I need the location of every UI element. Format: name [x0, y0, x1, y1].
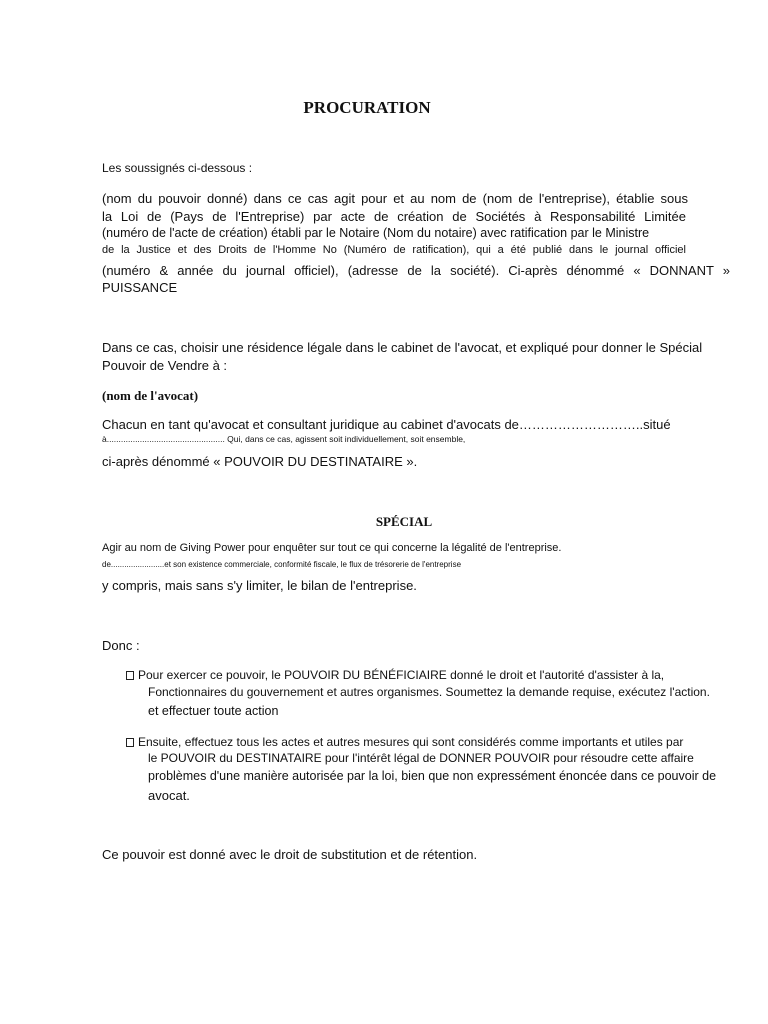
checkbox-bullet-icon: [126, 671, 134, 680]
party-line: (nom du pouvoir donné) dans ce cas agit pour et au nom de (nom de l'entreprise), établie sous: [102, 191, 688, 206]
lawyer-name: (nom de l'avocat): [102, 388, 199, 403]
special-line: y compris, mais sans s'y limiter, le bilan de l'entreprise.: [102, 578, 417, 593]
special-heading: SPÉCIAL: [375, 514, 433, 529]
document-title: PROCURATION: [303, 98, 431, 117]
party-line: (numéro & année du journal officiel), (adresse de la société). Ci-après dénommé « DONNANT »: [102, 263, 730, 278]
bullet-line: et effectuer toute action: [148, 704, 279, 718]
party-line: (numéro de l'acte de création) établi par le Notaire (Nom du notaire) avec ratification par le Ministre: [102, 226, 650, 240]
bullet-line: le POUVOIR du DESTINATAIRE pour l'intérêt légal de DONNER POUVOIR pour résoudre cette affaire: [148, 751, 694, 765]
party-line: de la Justice et des Droits de l'Homme No (Numéro de ratification), qui a été publié dans le journal officiel: [102, 244, 686, 256]
special-line: de........................et son existence commerciale, conformité fiscale, le flux de trésorerie de l'entreprise: [102, 560, 462, 569]
residence-line: Dans ce cas, choisir une résidence légale dans le cabinet de l'avocat, et expliqué pour donner le Spécial: [102, 340, 703, 355]
bullet-line: Fonctionnaires du gouvernement et autres organismes. Soumettez la demande requise, exécutez l'action.: [148, 685, 710, 699]
checkbox-bullet-icon: [126, 738, 134, 747]
bullet-line: Ensuite, effectuez tous les actes et autres mesures qui sont considérés comme importants et utiles par: [138, 735, 684, 749]
closing-text: Ce pouvoir est donné avec le droit de substitution et de rétention.: [102, 847, 478, 862]
lawyer-line: ci-après dénommé « POUVOIR DU DESTINATAIRE ».: [102, 454, 418, 469]
intro-text: Les soussignés ci-dessous :: [102, 161, 253, 175]
donc-label: Donc :: [102, 638, 140, 653]
bullet-line: problèmes d'une manière autorisée par la loi, bien que non expressément énoncée dans ce pouvoir de: [148, 769, 717, 783]
bullet-line: Pour exercer ce pouvoir, le POUVOIR DU BÉNÉFICIAIRE donné le droit et l'autorité d'assister à la,: [138, 668, 665, 682]
residence-line: Pouvoir de Vendre à :: [102, 358, 228, 373]
lawyer-line: Chacun en tant qu'avocat et consultant juridique au cabinet d'avocats de………………………..situé: [102, 417, 671, 432]
special-line: Agir au nom de Giving Power pour enquêter sur tout ce qui concerne la légalité de l'entreprise.: [102, 542, 562, 554]
party-line: PUISSANCE: [102, 280, 178, 295]
bullet-line: avocat.: [148, 788, 190, 803]
party-line: la Loi de (Pays de l'Entreprise) par acte de création de Sociétés à Responsabilité Limitée: [102, 209, 686, 224]
lawyer-line: à.................................................. Qui, dans ce cas, agissent soit individuellement, soit ensemble,: [102, 434, 466, 444]
